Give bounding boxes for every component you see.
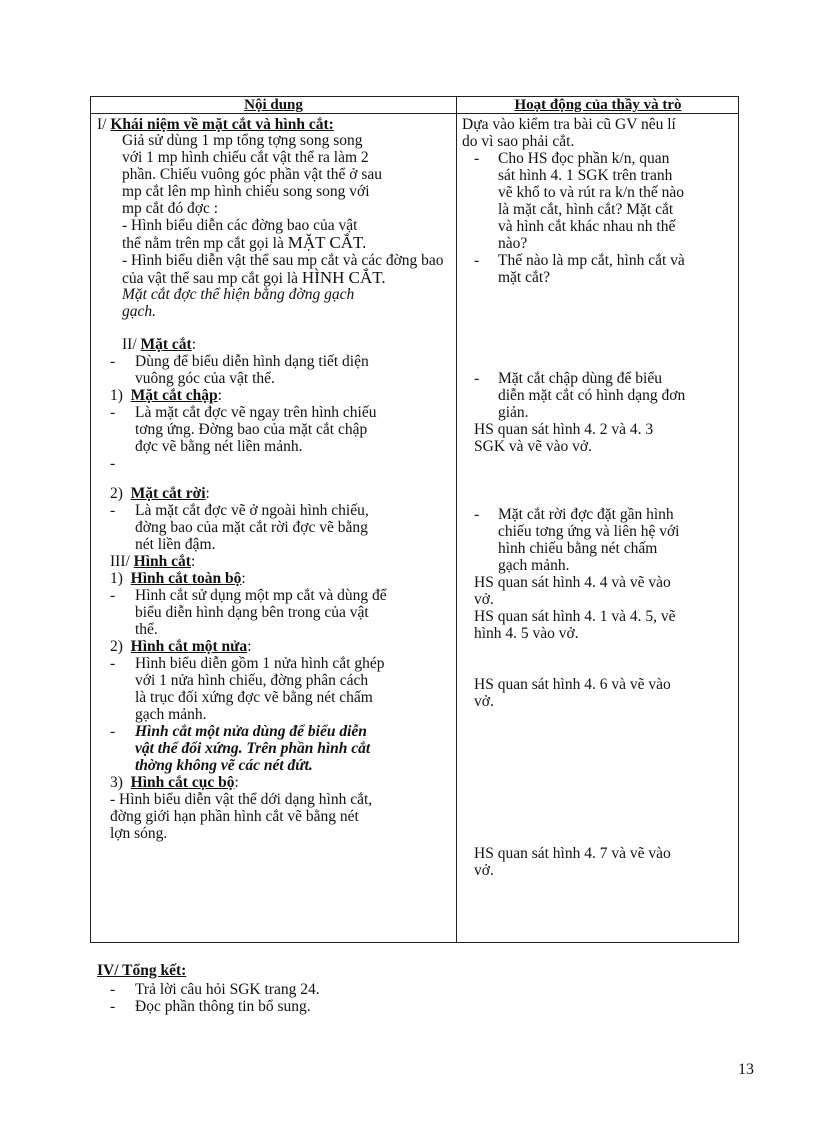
text-line: là trục đối xứng đợc vẽ bằng nét chấm — [135, 689, 373, 706]
right-text-line: giản. — [498, 404, 529, 421]
bullet-dash: - — [110, 404, 116, 421]
text-line: - Hình biểu diễn vật thể sau mp cắt và các đờng bao — [122, 252, 444, 269]
text-line: gạch mảnh. — [135, 706, 207, 723]
right-text-line: vở. — [474, 862, 494, 879]
right-text-line: và hình cắt khác nhau nh thế — [498, 218, 676, 235]
bullet-dash: - — [110, 723, 116, 740]
subsection-3-2-heading: 2) Hình cắt một nửa: — [110, 638, 252, 655]
section-3-heading: III/ Hình cắt: — [110, 553, 196, 570]
text-line: Là mặt cắt đợc vẽ ngay trên hình chiếu — [135, 404, 377, 421]
right-text-line: gạch mảnh. — [498, 557, 570, 574]
right-text-line: HS quan sát hình 4. 6 và vẽ vào — [474, 676, 671, 693]
bold-italic-note: vật thể đối xứng. Trên phần hình cắt — [135, 740, 371, 757]
bold-italic-note: Hình cắt một nửa dùng để biểu diễn — [135, 723, 367, 740]
text-line: Dùng để biểu diễn hình dạng tiết diện — [135, 353, 369, 370]
bullet-dash: - — [474, 252, 480, 269]
subsection-3-3-heading: 3) Hình cắt cục bộ: — [110, 774, 239, 791]
text-line: Hình cắt sử dụng một mp cắt và dùng để — [135, 587, 387, 604]
summary-item: Đọc phần thông tin bổ sung. — [135, 998, 311, 1015]
subsection-3-1-heading: 1) Hình cắt toàn bộ: — [110, 570, 246, 587]
subsection-2-1-heading: 1) Mặt cắt chập: — [110, 387, 222, 404]
header-activities: Hoạt động của thầy và trò — [514, 97, 682, 113]
bullet-dash: - — [474, 150, 480, 167]
right-text-line: diễn mặt cắt có hình dạng đơn — [498, 387, 686, 404]
bullet-dash: - — [110, 502, 116, 519]
right-text-line: Dựa vào kiểm tra bài cũ GV nêu lí — [462, 116, 676, 133]
right-text-line: mặt cắt? — [498, 269, 551, 286]
right-text-line: nào? — [498, 235, 528, 252]
text-line: - Hình biểu diễn các đờng bao của vật — [122, 217, 358, 234]
text-line: Hình biểu diễn gồm 1 nửa hình cắt ghép — [135, 655, 385, 672]
text-line: lợn sóng. — [110, 825, 168, 842]
section-2-heading: II/ Mặt cắt: — [122, 336, 197, 353]
text-line: mp cắt đó đợc : — [122, 200, 219, 217]
right-text-line: vở. — [474, 693, 494, 710]
right-text-line: vở. — [474, 591, 494, 608]
bullet-dash: - — [110, 455, 116, 472]
mat-cat-definition: thể nằm trên mp cắt gọi là MẶT CẮT. — [122, 233, 367, 252]
text-line: đợc vẽ bằng nét liền mảnh. — [135, 438, 303, 455]
summary-item: Trả lời câu hỏi SGK trang 24. — [135, 981, 320, 998]
text-line: biểu diễn hình dạng bên trong của vật — [135, 604, 369, 621]
hinh-cat-definition: của vật thể sau mp cắt gọi là HÌNH CẮT. — [122, 268, 386, 287]
right-text-line: do vì sao phải cắt. — [462, 133, 575, 150]
italic-note: Mặt cắt đợc thể hiện bằng đờng gạch — [122, 286, 355, 303]
bullet-dash: - — [110, 998, 116, 1015]
text-line: vuông góc của vật thể. — [135, 370, 275, 387]
text-line: với 1 nửa hình chiếu, đờng phân cách — [135, 672, 369, 689]
subsection-2-2-heading: 2) Mặt cắt rời: — [110, 485, 210, 502]
right-text-line: HS quan sát hình 4. 2 và 4. 3 — [474, 421, 654, 438]
right-text-line: hình chiếu bằng nét chấm — [498, 540, 658, 557]
right-text-line: hình 4. 5 vào vở. — [474, 625, 579, 642]
right-text-line: chiếu tơng ứng và liên hệ với — [498, 523, 680, 540]
text-line: đờng giới hạn phần hình cắt vẽ bằng nét — [110, 808, 359, 825]
text-line: phần. Chiếu vuông góc phần vật thể ở sau — [122, 166, 383, 183]
header-content: Nội dung — [244, 97, 303, 113]
text-line: - Hình biểu diễn vật thể dới dạng hình cắt, — [110, 791, 373, 808]
column-divider — [456, 97, 457, 942]
right-text-line: Thế nào là mp cắt, hình cắt và — [498, 252, 685, 269]
text-line: với 1 mp hình chiếu cắt vật thể ra làm 2 — [122, 149, 369, 166]
right-text-line: SGK và vẽ vào vở. — [474, 438, 592, 455]
header-divider — [91, 113, 738, 114]
right-text-line: Cho HS đọc phần k/n, quan — [498, 150, 670, 167]
right-text-line: HS quan sát hình 4. 1 và 4. 5, vẽ — [474, 608, 676, 625]
right-text-line: Mặt cắt chập dùng để biểu — [498, 370, 662, 387]
page-number: 13 — [738, 1061, 754, 1078]
text-line: tơng ứng. Đờng bao của mặt cắt chập — [135, 421, 368, 438]
summary-heading: IV/ Tổng kết: — [97, 962, 187, 979]
text-line: Là mặt cắt đợc vẽ ở ngoài hình chiếu, — [135, 502, 369, 519]
text-line: Giả sử dùng 1 mp tổng tợng song song — [122, 132, 363, 149]
bullet-dash: - — [110, 587, 116, 604]
bullet-dash: - — [110, 353, 116, 370]
text-line: thể. — [135, 621, 158, 638]
bullet-dash: - — [474, 506, 480, 523]
right-text-line: HS quan sát hình 4. 4 và vẽ vào — [474, 574, 671, 591]
section-1-heading: I/ Khái niệm về mặt cắt và hình cắt: — [97, 116, 334, 133]
right-text-line: vẽ khổ to và rút ra k/n thế nào — [498, 184, 684, 201]
text-line: mp cắt lên mp hình chiếu song song với — [122, 183, 370, 200]
bullet-dash: - — [110, 981, 116, 998]
text-line: đờng bao của mặt cắt rời đợc vẽ bằng — [135, 519, 368, 536]
italic-note: gạch. — [122, 303, 157, 320]
text-line: nét liền đậm. — [135, 536, 216, 553]
bullet-dash: - — [110, 655, 116, 672]
bullet-dash: - — [474, 370, 480, 387]
bold-italic-note: thờng không vẽ các nét đứt. — [135, 757, 313, 774]
right-text-line: sát hình 4. 1 SGK trên tranh — [498, 167, 673, 184]
right-text-line: Mặt cắt rời đợc đặt gần hình — [498, 506, 674, 523]
right-text-line: HS quan sát hình 4. 7 và vẽ vào — [474, 845, 671, 862]
right-text-line: là mặt cắt, hình cắt? Mặt cắt — [498, 201, 674, 218]
